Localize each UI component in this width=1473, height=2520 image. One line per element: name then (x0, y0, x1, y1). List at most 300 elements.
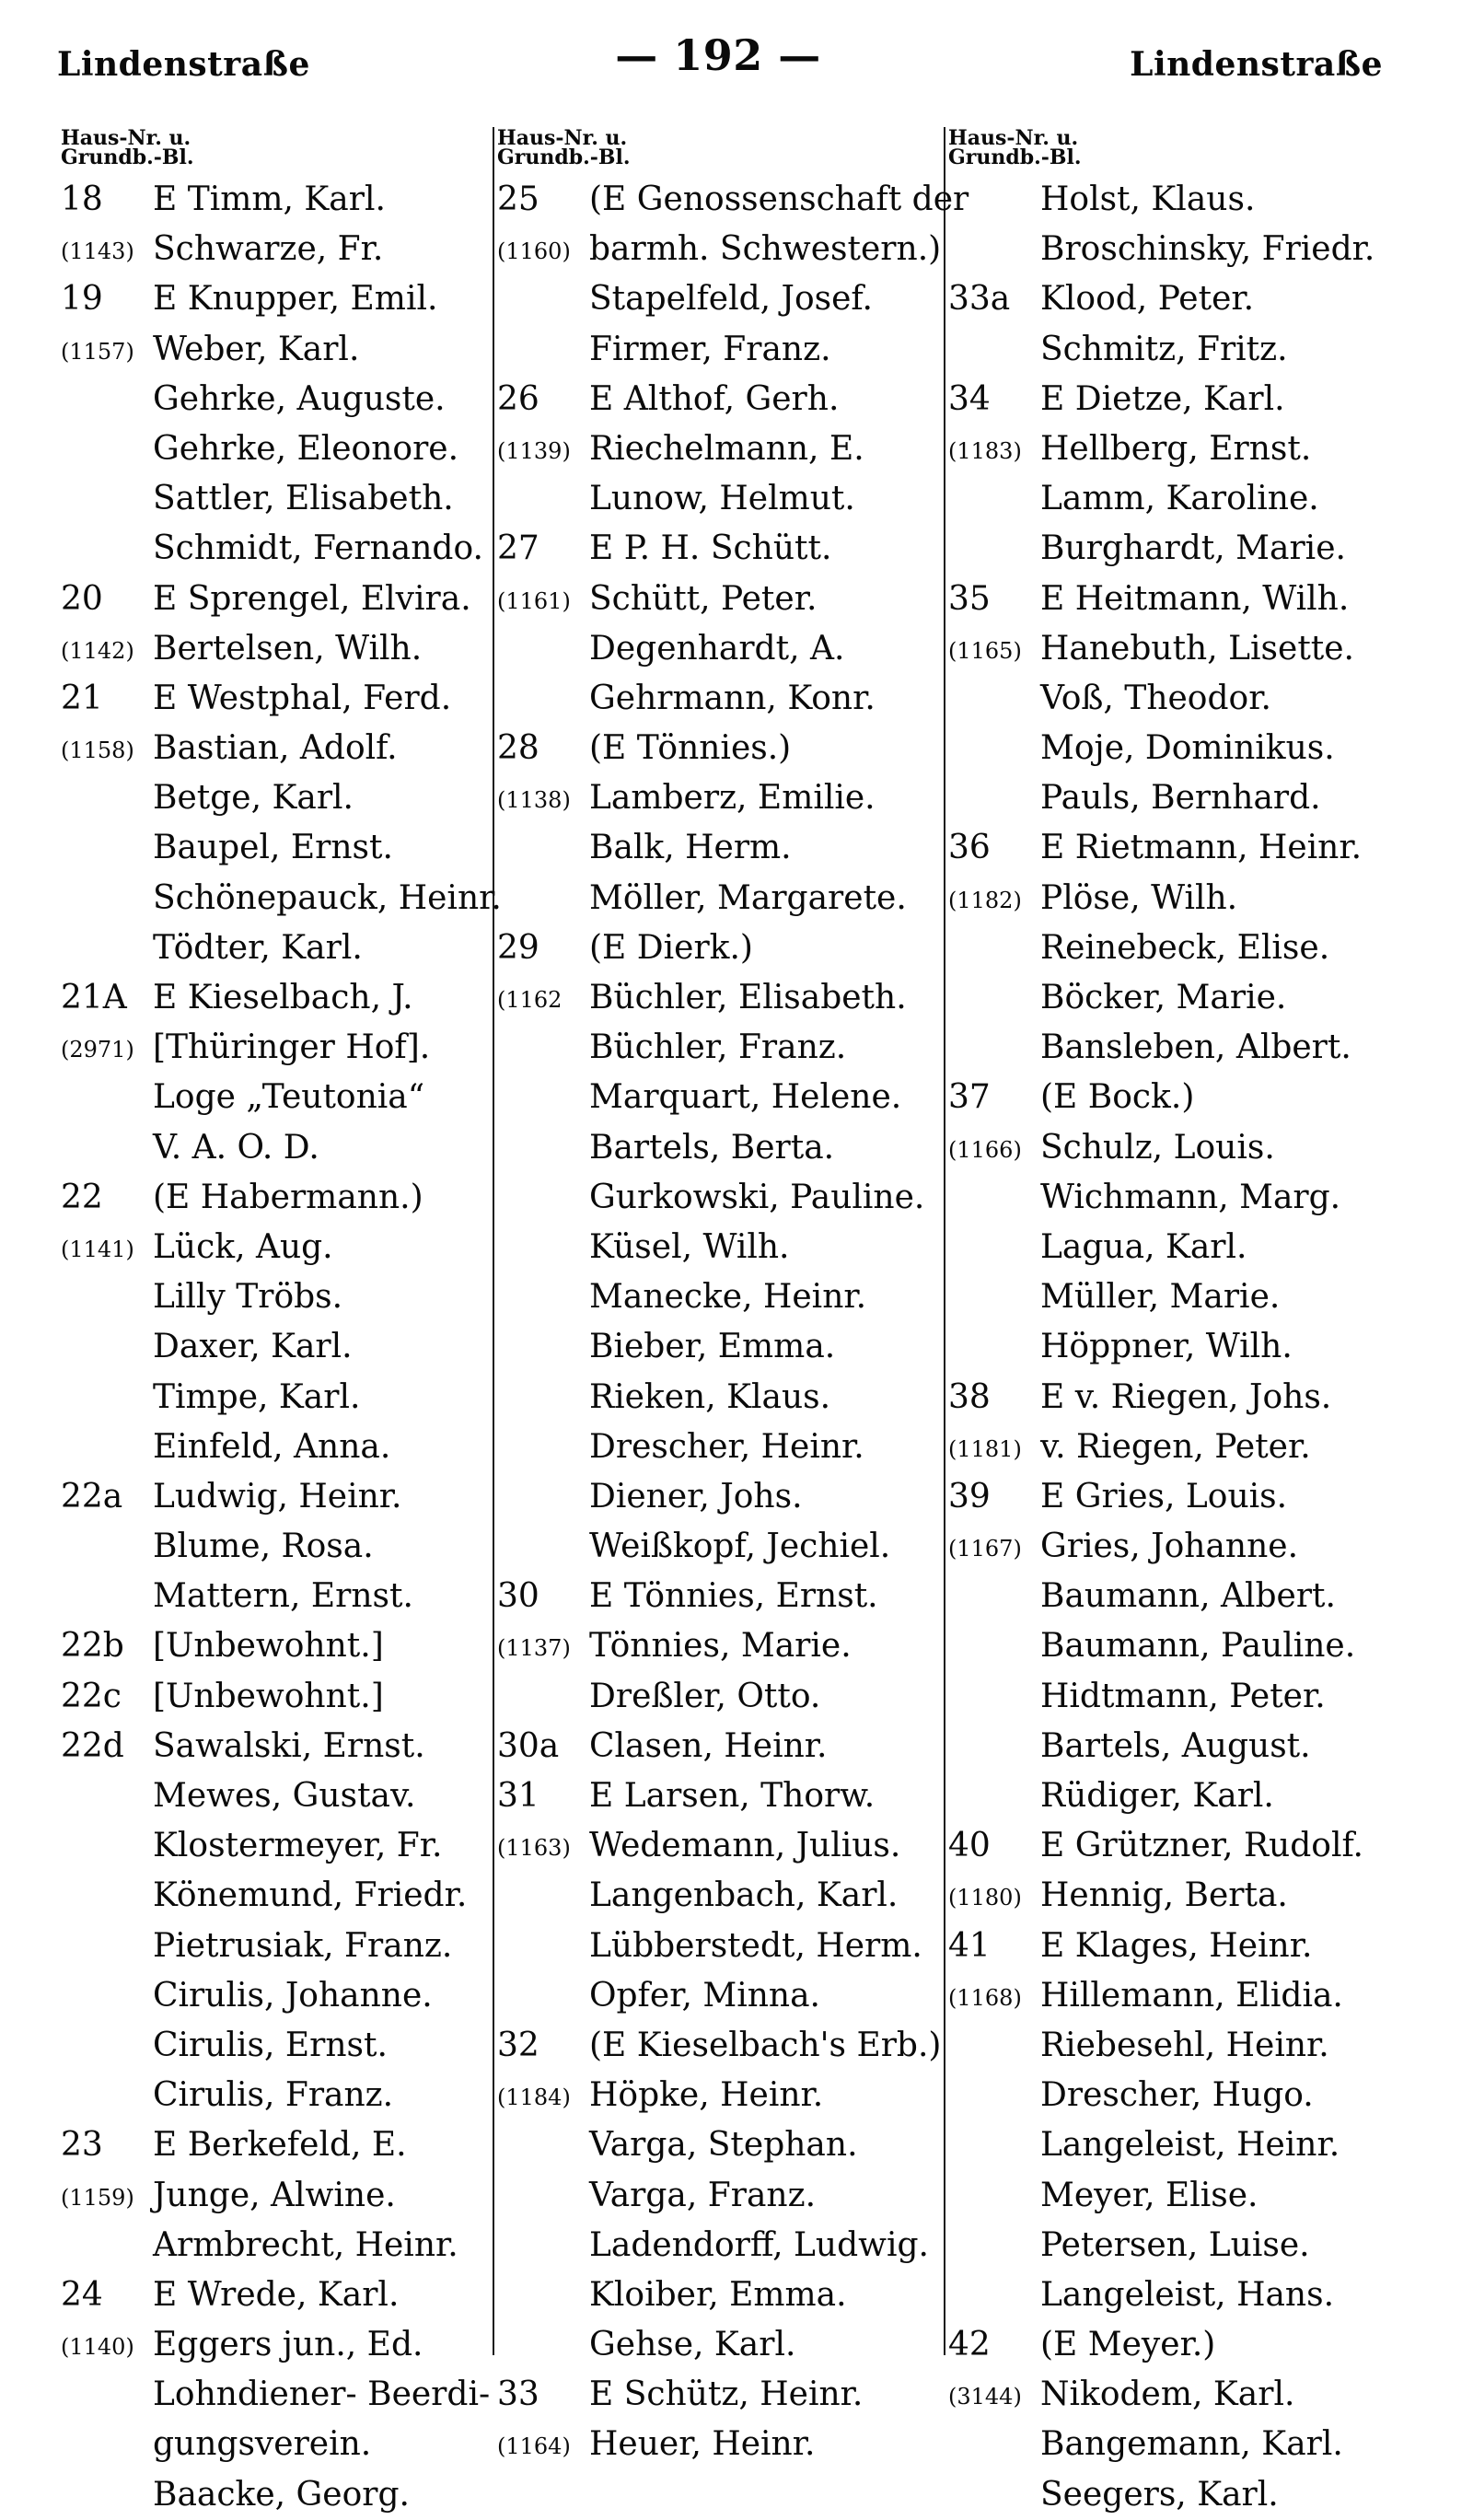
resident-name: E v. Riegen, Johs. (1040, 1377, 1332, 1416)
directory-entry (61, 1672, 521, 1722)
resident-name: Junge, Alwine. (153, 2176, 396, 2214)
directory-entry (61, 2370, 521, 2420)
directory-entry (948, 274, 1455, 324)
resident-name: (E Genossenschaft der (589, 180, 969, 218)
resident-name: Wedemann, Julius. (589, 1827, 901, 1865)
house-number: 20 (61, 579, 103, 618)
directory-entry (497, 1871, 1013, 1921)
resident-name: Kloiber, Emma. (589, 2275, 847, 2314)
resident-name: Clasen, Heinr. (589, 1726, 828, 1765)
land-register-number: (1139) (497, 437, 571, 464)
house-number: 32 (497, 2026, 539, 2064)
directory-entry (948, 1722, 1455, 1771)
resident-name: Klostermeyer, Fr. (153, 1827, 443, 1865)
resident-name: Schmitz, Fritz. (1040, 330, 1288, 368)
resident-name: Baumann, Albert. (1040, 1577, 1336, 1616)
directory-entry (948, 724, 1455, 773)
resident-name: Plöse, Wilh. (1040, 878, 1238, 917)
directory-entry (948, 2171, 1455, 2221)
directory-entry (61, 1373, 521, 1423)
directory-entry (497, 874, 1013, 923)
resident-name: Weber, Karl. (153, 330, 360, 368)
directory-entry (948, 1173, 1455, 1223)
directory-entry (497, 724, 1013, 773)
directory-entry (948, 1223, 1455, 1272)
resident-name: Armbrecht, Heinr. (153, 2225, 458, 2264)
running-head-left: Lindenstraße (57, 45, 310, 84)
resident-name: Bansleben, Albert. (1040, 1028, 1351, 1067)
land-register-number: (1181) (948, 1435, 1022, 1462)
directory-entry (497, 973, 1013, 1023)
land-register-number: (1162 (497, 987, 563, 1013)
column-3 (948, 126, 1455, 2520)
directory-entry (497, 424, 1013, 474)
land-register-number: (1160) (497, 238, 571, 265)
land-register-number: (1159) (61, 2184, 134, 2211)
directory-entry (61, 724, 521, 773)
resident-name: E Dietze, Karl. (1040, 379, 1285, 418)
resident-name: Hidtmann, Peter. (1040, 1677, 1326, 1715)
resident-name: v. Riegen, Peter. (1040, 1427, 1311, 1466)
resident-name: Seegers, Karl. (1040, 2475, 1279, 2514)
house-number: 22b (61, 1627, 124, 1666)
directory-entry (948, 1123, 1455, 1173)
directory-entry (497, 474, 1013, 524)
resident-name: E Heitmann, Wilh. (1040, 579, 1350, 618)
house-number: 24 (61, 2275, 103, 2314)
directory-entry (948, 524, 1455, 574)
resident-name: Lunow, Helmut. (589, 480, 855, 518)
resident-name: Sattler, Elisabeth. (153, 480, 454, 518)
resident-name: Cirulis, Franz. (153, 2076, 394, 2115)
directory-entry (497, 1771, 1013, 1821)
directory-entry (497, 624, 1013, 674)
resident-name: [Thüringer Hof]. (153, 1028, 431, 1067)
directory-entry (61, 2021, 521, 2071)
resident-name: Pauls, Bernhard. (1040, 779, 1321, 818)
directory-entry (497, 1722, 1013, 1771)
resident-name: Opfer, Minna. (589, 1976, 820, 2015)
column-heading: Haus-Nr. u. Grundb.-Bl. (948, 126, 1082, 169)
land-register-number: (1182) (948, 887, 1022, 913)
directory-entry (61, 624, 521, 674)
directory-entry (61, 474, 521, 524)
directory-entry (61, 575, 521, 624)
house-number: 41 (948, 1926, 991, 1965)
directory-entry (61, 773, 521, 823)
directory-entry (948, 1821, 1455, 1871)
directory-entry (61, 1621, 521, 1671)
resident-name: Loge „Teutonia“ (153, 1078, 425, 1117)
house-number: 36 (948, 829, 991, 867)
directory-entry (948, 773, 1455, 823)
directory-entry (497, 923, 1013, 973)
directory-entry (61, 874, 521, 923)
directory-entry (497, 2021, 1013, 2071)
house-number: 34 (948, 379, 991, 418)
resident-name: E Tönnies, Ernst. (589, 1577, 878, 1616)
resident-name: (E Tönnies.) (589, 729, 792, 768)
resident-name: gungsverein. (153, 2425, 372, 2464)
directory-entry (497, 2420, 1013, 2469)
house-number: 22c (61, 1677, 122, 1715)
house-number: 33 (497, 2375, 539, 2414)
directory-entry (61, 2320, 521, 2370)
resident-name: Petersen, Luise. (1040, 2225, 1310, 2264)
resident-name: Tödter, Karl. (153, 928, 363, 967)
resident-name: Gehse, Karl. (589, 2326, 796, 2364)
directory-entry (497, 773, 1013, 823)
house-number: 22a (61, 1477, 123, 1515)
directory-entry (61, 2470, 521, 2520)
directory-entry (61, 1472, 521, 1522)
house-number: 28 (497, 729, 539, 768)
directory-entry (497, 375, 1013, 424)
directory-entry (948, 2221, 1455, 2270)
directory-entry (948, 2370, 1455, 2420)
land-register-number: (1180) (948, 1885, 1022, 1911)
resident-name: Lübberstedt, Herm. (589, 1926, 922, 1965)
resident-name: (E Habermann.) (153, 1178, 423, 1216)
resident-name: E Westphal, Ferd. (153, 679, 452, 717)
directory-entry (61, 823, 521, 873)
directory-entry (497, 1423, 1013, 1472)
directory-entry (61, 2171, 521, 2221)
directory-entry (948, 2420, 1455, 2469)
directory-entry (948, 1572, 1455, 1621)
land-register-number: (2971) (61, 1037, 134, 1063)
directory-entry (61, 973, 521, 1023)
running-head-right: Lindenstraße (1130, 45, 1383, 84)
land-register-number: (1141) (61, 1236, 134, 1262)
directory-entry (948, 1922, 1455, 1971)
directory-entry (948, 2320, 1455, 2370)
directory-entry (497, 2071, 1013, 2120)
house-number: 39 (948, 1477, 991, 1515)
land-register-number: (1157) (61, 338, 134, 365)
directory-entry (497, 1123, 1013, 1173)
resident-name: Bartels, August. (1040, 1726, 1311, 1765)
resident-name: Hennig, Berta. (1040, 1876, 1288, 1915)
house-number: 42 (948, 2326, 991, 2364)
house-number: 21A (61, 979, 127, 1016)
resident-name: Stapelfeld, Josef. (589, 280, 873, 319)
resident-name: Firmer, Franz. (589, 330, 831, 368)
resident-name: [Unbewohnt.] (153, 1627, 384, 1666)
resident-name: Rüdiger, Karl. (1040, 1777, 1274, 1815)
resident-name: E Kieselbach, J. (153, 979, 413, 1016)
resident-name: Müller, Marie. (1040, 1278, 1281, 1317)
resident-name: Büchler, Franz. (589, 1028, 847, 1067)
column-heading: Haus-Nr. u. Grundb.-Bl. (61, 126, 194, 169)
resident-name: Betge, Karl. (153, 779, 354, 818)
directory-entry (948, 1023, 1455, 1073)
resident-name: Rieken, Klaus. (589, 1377, 831, 1416)
directory-entry (948, 575, 1455, 624)
directory-entry (948, 474, 1455, 524)
land-register-number: (1184) (497, 2085, 571, 2111)
resident-name: Moje, Dominikus. (1040, 729, 1335, 768)
land-register-number: (1143) (61, 238, 134, 265)
directory-entry (948, 2021, 1455, 2071)
resident-name: Drescher, Heinr. (589, 1427, 864, 1466)
resident-name: Gehrke, Eleonore. (153, 429, 459, 468)
directory-entry (497, 2320, 1013, 2370)
resident-name: V. A. O. D. (153, 1128, 319, 1167)
house-number: 22d (61, 1726, 124, 1765)
resident-name: Schulz, Louis. (1040, 1128, 1275, 1167)
directory-entry (497, 2171, 1013, 2221)
directory-entry (497, 1272, 1013, 1322)
resident-name: Höpke, Heinr. (589, 2076, 824, 2115)
land-register-number: (1166) (948, 1136, 1022, 1163)
directory-entry (497, 823, 1013, 873)
resident-name: (E Dierk.) (589, 928, 753, 967)
directory-entry (61, 674, 521, 724)
directory-entry (948, 1322, 1455, 1372)
resident-name: E Larsen, Thorw. (589, 1777, 876, 1815)
resident-name: Cirulis, Ernst. (153, 2026, 388, 2064)
directory-entry (61, 923, 521, 973)
directory-entry (497, 1572, 1013, 1621)
house-number: 19 (61, 280, 103, 319)
column-heading: Haus-Nr. u. Grundb.-Bl. (497, 126, 631, 169)
directory-entry (948, 823, 1455, 873)
directory-entry (948, 2470, 1455, 2520)
resident-name: Drescher, Hugo. (1040, 2076, 1314, 2115)
directory-entry (61, 175, 521, 225)
resident-name: Möller, Margarete. (589, 878, 907, 917)
house-number: 37 (948, 1078, 991, 1117)
resident-name: E Klages, Heinr. (1040, 1926, 1313, 1965)
directory-entry (61, 2120, 521, 2170)
directory-entry (497, 1073, 1013, 1122)
land-register-number: (1158) (61, 737, 134, 764)
resident-name: Broschinsky, Friedr. (1040, 230, 1375, 269)
house-number: 29 (497, 928, 539, 967)
directory-entry (948, 1871, 1455, 1921)
land-register-number: (1137) (497, 1635, 571, 1662)
resident-name: (E Meyer.) (1040, 2326, 1216, 2364)
directory-entry (948, 1472, 1455, 1522)
directory-entry (497, 1223, 1013, 1272)
resident-name: Tönnies, Marie. (589, 1627, 852, 1666)
directory-entry (497, 1472, 1013, 1522)
resident-name: Dreßler, Otto. (589, 1677, 821, 1715)
resident-name: Lück, Aug. (153, 1227, 333, 1266)
resident-name: Burghardt, Marie. (1040, 529, 1346, 568)
resident-name: Daxer, Karl. (153, 1328, 353, 1366)
directory-entry (61, 424, 521, 474)
resident-name: Heuer, Heinr. (589, 2425, 816, 2464)
directory-entry (61, 1722, 521, 1771)
directory-entry (61, 1821, 521, 1871)
house-number: 40 (948, 1827, 991, 1865)
directory-entry (61, 375, 521, 424)
resident-name: Höppner, Wilh. (1040, 1328, 1293, 1366)
directory-entry (948, 1672, 1455, 1722)
resident-name: Ludwig, Heinr. (153, 1477, 402, 1515)
directory-entry (497, 575, 1013, 624)
resident-name: Voß, Theodor. (1040, 679, 1271, 717)
house-number: 38 (948, 1377, 991, 1416)
directory-entry (497, 325, 1013, 375)
directory-entry (61, 274, 521, 324)
directory-entry (948, 225, 1455, 274)
directory-entry (61, 2221, 521, 2270)
directory-entry (497, 1023, 1013, 1073)
land-register-number: (1164) (497, 2433, 571, 2460)
resident-name: Lilly Tröbs. (153, 1278, 343, 1317)
directory-entry (61, 225, 521, 274)
directory-entry (497, 225, 1013, 274)
resident-name: Meyer, Elise. (1040, 2176, 1258, 2214)
resident-name: Lohndiener- Beerdi- (153, 2375, 491, 2414)
land-register-number: (1140) (61, 2334, 134, 2361)
directory-entry (497, 1322, 1013, 1372)
page-number: — 192 — (615, 30, 821, 80)
directory-entry (497, 2370, 1013, 2420)
house-number: 27 (497, 529, 539, 568)
resident-name: Gries, Johanne. (1040, 1527, 1299, 1566)
directory-entry (948, 1423, 1455, 1472)
resident-name: Gurkowski, Pauline. (589, 1178, 925, 1216)
resident-name: Baumann, Pauline. (1040, 1627, 1356, 1666)
house-number: 21 (61, 679, 103, 717)
directory-entry (497, 1621, 1013, 1671)
directory-entry (948, 424, 1455, 474)
directory-entry (61, 1522, 521, 1572)
resident-name: Balk, Herm. (589, 829, 792, 867)
directory-entry (61, 325, 521, 375)
resident-name: Sawalski, Ernst. (153, 1726, 425, 1765)
directory-entry (497, 674, 1013, 724)
land-register-number: (3144) (948, 2384, 1022, 2410)
house-number: 33a (948, 280, 1011, 319)
resident-name: Holst, Klaus. (1040, 180, 1256, 218)
directory-entry (948, 2270, 1455, 2320)
directory-entry (948, 923, 1455, 973)
directory-entry (948, 674, 1455, 724)
directory-entry (497, 524, 1013, 574)
directory-entry (497, 1522, 1013, 1572)
directory-entry (497, 1373, 1013, 1423)
land-register-number: (1183) (948, 437, 1022, 464)
directory-entry (61, 1073, 521, 1122)
directory-entry (948, 1073, 1455, 1122)
land-register-number: (1161) (497, 587, 571, 614)
resident-name: Nikodem, Karl. (1040, 2375, 1295, 2414)
land-register-number: (1165) (948, 637, 1022, 664)
directory-entry (61, 1922, 521, 1971)
resident-name: Langenbach, Karl. (589, 1876, 899, 1915)
directory-entry (497, 1971, 1013, 2021)
house-number: 18 (61, 180, 103, 218)
resident-name: [Unbewohnt.] (153, 1677, 384, 1715)
resident-name: Büchler, Elisabeth. (589, 979, 907, 1016)
resident-name: E Grützner, Rudolf. (1040, 1827, 1363, 1865)
resident-name: E P. H. Schütt. (589, 529, 832, 568)
resident-name: Cirulis, Johanne. (153, 1976, 433, 2015)
resident-name: Diener, Johs. (589, 1477, 803, 1515)
resident-name: Schmidt, Fernando. (153, 529, 483, 568)
house-number: 30a (497, 1726, 560, 1765)
resident-name: E Sprengel, Elvira. (153, 579, 471, 618)
resident-name: (E Kieselbach's Erb.) (589, 2026, 942, 2064)
resident-name: Schütt, Peter. (589, 579, 818, 618)
resident-name: E Berkefeld, E. (153, 2126, 407, 2165)
resident-name: Schönepauck, Heinr. (153, 878, 502, 917)
directory-entry (948, 1771, 1455, 1821)
directory-entry (61, 1272, 521, 1322)
directory-entry (61, 1572, 521, 1621)
resident-name: Bertelsen, Wilh. (153, 629, 423, 668)
house-number: 30 (497, 1577, 539, 1616)
house-number: 25 (497, 180, 539, 218)
directory-entry (948, 175, 1455, 225)
resident-name: Lagua, Karl. (1040, 1227, 1247, 1266)
directory-entry (61, 1971, 521, 2021)
column-1 (61, 126, 521, 2520)
resident-name: Hellberg, Ernst. (1040, 429, 1312, 468)
resident-name: Blume, Rosa. (153, 1527, 374, 1566)
house-number: 22 (61, 1178, 103, 1216)
directory-entry (61, 1023, 521, 1073)
resident-name: E Gries, Louis. (1040, 1477, 1288, 1515)
resident-name: Gehrke, Auguste. (153, 379, 446, 418)
resident-name: E Timm, Karl. (153, 180, 386, 218)
resident-name: Bieber, Emma. (589, 1328, 836, 1366)
resident-name: E Rietmann, Heinr. (1040, 829, 1363, 867)
resident-name: Einfeld, Anna. (153, 1427, 391, 1466)
resident-name: Ladendorff, Ludwig. (589, 2225, 929, 2264)
resident-name: Reinebeck, Elise. (1040, 928, 1330, 967)
directory-entry (948, 325, 1455, 375)
resident-name: Riechelmann, E. (589, 429, 864, 468)
land-register-number: (1168) (948, 1984, 1022, 2011)
resident-name: Bartels, Berta. (589, 1128, 835, 1167)
resident-name: Lamberz, Emilie. (589, 779, 876, 818)
resident-name: Timpe, Karl. (153, 1377, 361, 1416)
resident-name: Riebesehl, Heinr. (1040, 2026, 1329, 2064)
column-2 (497, 126, 1013, 2470)
directory-entry (497, 1672, 1013, 1722)
land-register-number: (1163) (497, 1835, 571, 1862)
directory-entry (497, 1922, 1013, 1971)
directory-entry (497, 1821, 1013, 1871)
directory-entry (497, 2120, 1013, 2170)
resident-name: Küsel, Wilh. (589, 1227, 790, 1266)
directory-entry (61, 1423, 521, 1472)
resident-name: Baacke, Georg. (153, 2475, 410, 2514)
directory-entry (61, 1223, 521, 1272)
resident-name: Degenhardt, A. (589, 629, 845, 668)
directory-entry (948, 973, 1455, 1023)
directory-entry (61, 1771, 521, 1821)
resident-name: Hanebuth, Lisette. (1040, 629, 1354, 668)
directory-entry (61, 1871, 521, 1921)
resident-name: Hillemann, Elidia. (1040, 1976, 1343, 2015)
directory-entry (948, 2120, 1455, 2170)
directory-entry (948, 1373, 1455, 1423)
resident-name: Varga, Stephan. (589, 2126, 858, 2165)
house-number: 23 (61, 2126, 103, 2165)
resident-name: Baupel, Ernst. (153, 829, 393, 867)
directory-entry (497, 1173, 1013, 1223)
resident-name: Lamm, Karoline. (1040, 480, 1319, 518)
directory-entry (948, 1272, 1455, 1322)
resident-name: Varga, Franz. (589, 2176, 817, 2214)
